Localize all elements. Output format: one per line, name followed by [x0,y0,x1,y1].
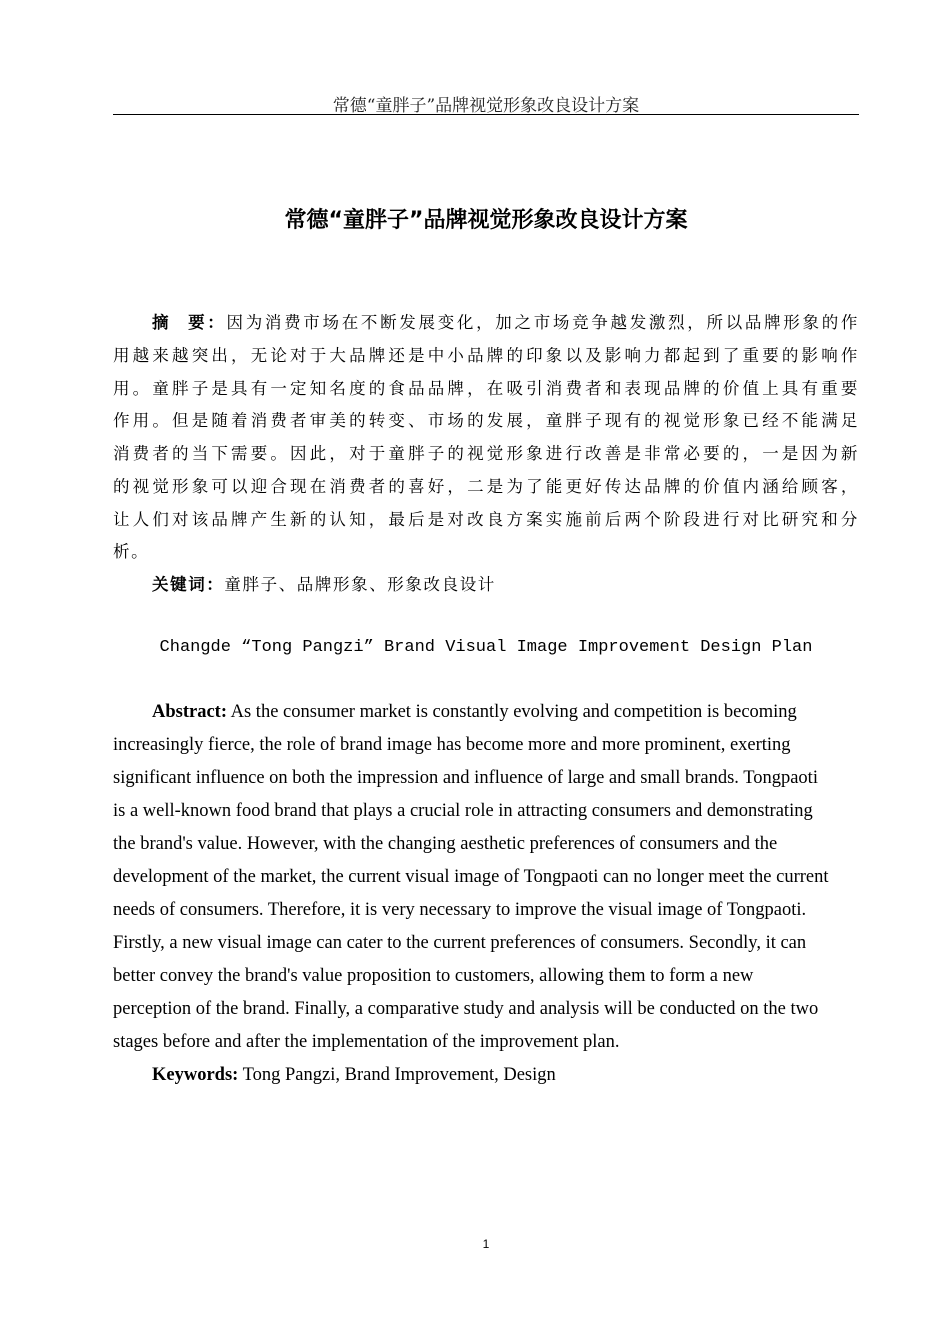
abstract-line: 让人们对该品牌产生新的认知，最后是对改良方案实施前后两个阶段进行对比研究和分 [113,510,859,529]
abstract-line: Abstract: As the consumer market is constantly evolving and competition is becoming [152,702,797,722]
keywords-label: 关键词： [152,575,225,594]
abstract-line: 消费者的当下需要。因此，对于童胖子的视觉形象进行改善是非常必要的，一是因为新 [113,444,859,463]
abstract-line: better convey the brand's value proposition to customers, allowing them to form a new [113,966,754,986]
english-title: Changde “Tong Pangzi” Brand Visual Image Improvement Design Plan [159,638,813,657]
abstract-line: needs of consumers. Therefore, it is very necessary to improve the visual image of Tongpaoti. [113,900,807,920]
abstract-line: development of the market, the current visual image of Tongpaoti can no longer meet the current [113,867,829,887]
abstract-line: 用越来越突出，无论对于大品牌还是中小品牌的印象以及影响力都起到了重要的影响作 [113,346,859,365]
abstract-line: 的视觉形象可以迎合现在消费者的喜好，二是为了能更好传达品牌的价值内涵给顾客， [113,477,859,496]
running-header: 常德“童胖子”品牌视觉形象改良设计方案 [332,96,640,116]
abstract-line: stages before and after the implementation of the improvement plan. [113,1032,620,1052]
abstract-line: 用。童胖子是具有一定知名度的食品品牌，在吸引消费者和表现品牌的价值上具有重要 [113,379,859,398]
keywords-en: Keywords: Tong Pangzi, Brand Improvement, Design [152,1065,556,1085]
abstract-line: 摘 要：因为消费市场在不断发展变化，加之市场竞争越发激烈，所以品牌形象的作 [152,313,859,332]
abstract-line: perception of the brand. Finally, a comparative study and analysis will be conducted on the two [113,999,819,1019]
page-number: 1 [482,1237,490,1251]
keywords-label: Keywords: [152,1065,239,1085]
abstract-line: Firstly, a new visual image can cater to the current preferences of consumers. Secondly, it can [113,933,807,953]
abstract-line: significant influence on both the impression and influence of large and small brands. Tongpaoti [113,768,818,788]
keywords-cn: 关键词：童胖子、品牌形象、形象改良设计 [152,575,496,594]
abstract-label: Abstract: [152,702,228,722]
abstract-line: the brand's value. However, with the changing aesthetic preferences of consumers and the [113,834,778,854]
header-rule [113,114,859,115]
abstract-label: 摘 要： [152,313,227,332]
abstract-line: increasingly fierce, the role of brand image has become more and more prominent, exerting [113,735,791,755]
abstract-line: is a well-known food brand that plays a crucial role in attracting consumers and demonstrating [113,801,813,821]
page-title: 常德“童胖子”品牌视觉形象改良设计方案 [284,208,688,233]
abstract-line: 析。 [113,542,150,561]
abstract-line: 作用。但是随着消费者审美的转变、市场的发展，童胖子现有的视觉形象已经不能满足 [113,411,859,430]
